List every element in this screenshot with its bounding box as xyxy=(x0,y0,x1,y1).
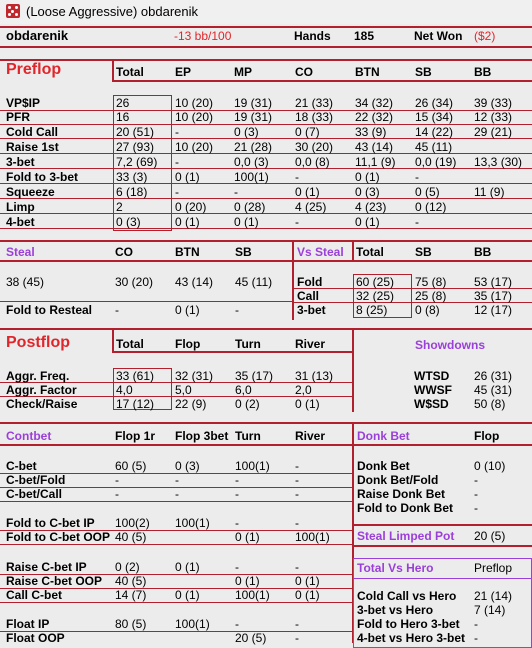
wtsd-value: 26 (31) xyxy=(474,369,513,383)
bb-per-100: -13 bb/100 xyxy=(174,29,232,43)
cell-turn: - xyxy=(235,516,239,530)
row-label: Raise C-bet OOP xyxy=(6,574,103,588)
vs-steal-fold-total: 60 (25) xyxy=(356,275,395,289)
cell-river: - xyxy=(295,459,299,473)
aggr-factor-river: 2,0 xyxy=(295,383,312,397)
donk-bet-fold-value: - xyxy=(474,473,478,487)
steal-col-btn: BTN xyxy=(175,245,200,259)
cell-sb: - xyxy=(415,215,419,229)
contbet-col-turn: Turn xyxy=(235,429,261,443)
aggr-factor-turn: 6,0 xyxy=(235,383,252,397)
cell-ep: - xyxy=(175,125,179,139)
steal-sb: 45 (11) xyxy=(235,275,273,289)
cell-btn: 0 (1) xyxy=(355,170,380,184)
cell-turn: - xyxy=(235,487,239,501)
wsd-value: 50 (8) xyxy=(474,397,506,411)
fold-resteal-label: Fold to Resteal xyxy=(6,303,93,317)
cell-turn: - xyxy=(235,473,239,487)
window-titlebar[interactable] xyxy=(0,0,532,24)
3bet-hero-value: 7 (14) xyxy=(474,603,506,617)
aggr-freq-turn: 35 (17) xyxy=(235,369,274,383)
hands-value: 185 xyxy=(354,29,375,43)
fold-hero-3bet-value: - xyxy=(474,617,478,631)
showdowns-title: Showdowns xyxy=(415,338,485,352)
vs-steal-3bet-bb: 12 (17) xyxy=(474,303,513,317)
cell-co: 4 (25) xyxy=(295,200,327,214)
cell-mp: 100(1) xyxy=(234,170,269,184)
cell-river: 0 (1) xyxy=(295,588,320,602)
preflop-col-sb: SB xyxy=(415,65,432,79)
cell-co: 30 (20) xyxy=(295,140,334,154)
fold-resteal-co: - xyxy=(115,303,119,317)
cell-flop1r: - xyxy=(115,487,119,501)
cell-co: 0,0 (8) xyxy=(295,155,330,169)
cell-co: 0 (1) xyxy=(295,185,320,199)
steal-limped-value: 20 (5) xyxy=(474,529,506,543)
cell-total: 26 xyxy=(116,96,130,110)
row-label: C-bet xyxy=(6,459,37,473)
postflop-col-river: River xyxy=(295,337,326,351)
cell-ep: 10 (20) xyxy=(175,110,214,124)
row-label: Fold to C-bet OOP xyxy=(6,530,110,544)
cell-ep: - xyxy=(175,155,179,169)
raise-donk-label: Raise Donk Bet xyxy=(357,487,446,501)
cell-btn: 11,1 (9) xyxy=(355,155,396,169)
preflop-title: Preflop xyxy=(6,61,62,78)
vs-steal-title: Vs Steal xyxy=(297,245,344,259)
fold-resteal-btn: 0 (1) xyxy=(175,303,200,317)
wwsf-label: WWSF xyxy=(414,383,452,397)
donk-bet-label: Donk Bet xyxy=(357,459,410,473)
cell-btn: 22 (32) xyxy=(355,110,394,124)
cell-river: - xyxy=(295,617,299,631)
row-label: VP$IP xyxy=(6,96,41,110)
4bet-hero-value: - xyxy=(474,631,478,645)
donk-bet-value: 0 (10) xyxy=(474,459,506,473)
cell-bb: 39 (33) xyxy=(474,96,513,110)
cell-mp: 19 (31) xyxy=(234,110,273,124)
cell-sb: 0 (12) xyxy=(415,200,447,214)
vs-steal-call-label: Call xyxy=(297,289,320,303)
row-label: Raise C-bet IP xyxy=(6,560,87,574)
aggr-factor-total: 4,0 xyxy=(116,383,133,397)
cell-flop3bet: 100(1) xyxy=(175,516,210,530)
cell-river: - xyxy=(295,631,299,645)
check-raise-turn: 0 (2) xyxy=(235,397,260,411)
cell-flop1r: 40 (5) xyxy=(115,530,147,544)
contbet-col-river: River xyxy=(295,429,326,443)
row-label: Squeeze xyxy=(6,185,55,199)
aggr-freq-river: 31 (13) xyxy=(295,369,334,383)
cell-total: 16 xyxy=(116,110,130,124)
aggr-freq-flop: 32 (31) xyxy=(175,369,214,383)
cell-river: - xyxy=(295,473,299,487)
cell-turn: 0 (1) xyxy=(235,574,260,588)
check-raise-river: 0 (1) xyxy=(295,397,320,411)
cell-btn: 0 (1) xyxy=(355,215,380,229)
cell-flop1r: 40 (5) xyxy=(115,574,147,588)
cell-river: - xyxy=(295,516,299,530)
cell-ep: 0 (1) xyxy=(175,215,200,229)
cell-mp: 0 (1) xyxy=(234,215,259,229)
row-label: Limp xyxy=(6,200,35,214)
vs-steal-call-bb: 35 (17) xyxy=(474,289,513,303)
row-label: Raise 1st xyxy=(6,140,59,154)
preflop-col-ep: EP xyxy=(175,65,192,79)
cell-flop3bet: - xyxy=(175,473,179,487)
cell-sb: 45 (11) xyxy=(415,140,453,154)
cell-bb: 12 (33) xyxy=(474,110,513,124)
cell-total: 20 (51) xyxy=(116,125,155,139)
cell-river: 0 (1) xyxy=(295,574,320,588)
row-label: Float OOP xyxy=(6,631,65,645)
steal-col-sb: SB xyxy=(235,245,252,259)
vs-steal-call-sb: 25 (8) xyxy=(415,289,447,303)
check-raise-label: Check/Raise xyxy=(6,397,78,411)
cell-flop3bet: - xyxy=(175,487,179,501)
vs-steal-call-total: 32 (25) xyxy=(356,289,395,303)
cell-sb: 14 (22) xyxy=(415,125,454,139)
aggr-factor-label: Aggr. Factor xyxy=(6,383,77,397)
vs-steal-3bet-sb: 0 (8) xyxy=(415,303,440,317)
cell-mp: 0 (3) xyxy=(234,125,259,139)
cell-flop1r: 80 (5) xyxy=(115,617,147,631)
row-label: C-bet/Fold xyxy=(6,473,66,487)
cell-btn: 33 (9) xyxy=(355,125,387,139)
contbet-col-flop1r: Flop 1r xyxy=(115,429,156,443)
cell-river: - xyxy=(295,560,299,574)
row-label: Cold Call xyxy=(6,125,59,139)
steal-co: 30 (20) xyxy=(115,275,154,289)
cell-mp: 0 (28) xyxy=(234,200,266,214)
steal-limped-label: Steal Limped Pot xyxy=(357,529,455,543)
donk-col-flop: Flop xyxy=(474,429,500,443)
cell-co: - xyxy=(295,215,299,229)
fold-donk-value: - xyxy=(474,501,478,515)
cell-mp: 0,0 (3) xyxy=(234,155,269,169)
cell-flop1r: 14 (7) xyxy=(115,588,147,602)
row-label: Fold to 3-bet xyxy=(6,170,78,184)
fold-hero-3bet-label: Fold to Hero 3-bet xyxy=(357,617,460,631)
row-label: PFR xyxy=(6,110,30,124)
cell-btn: 34 (32) xyxy=(355,96,394,110)
cell-turn: - xyxy=(235,617,239,631)
player-name: obdarenik xyxy=(6,28,69,43)
cell-mp: 19 (31) xyxy=(234,96,273,110)
cell-sb: 0,0 (19) xyxy=(415,155,457,169)
cell-total: 33 (3) xyxy=(116,170,148,184)
cell-sb: - xyxy=(415,170,419,184)
cell-bb: 11 (9) xyxy=(474,185,505,199)
cell-total: 2 xyxy=(116,200,123,214)
cell-sb: 0 (5) xyxy=(415,185,440,199)
vs-hero-title: Total Vs Hero xyxy=(357,561,434,575)
postflop-col-flop: Flop xyxy=(175,337,201,351)
raise-donk-value: - xyxy=(474,487,478,501)
steal-btn: 43 (14) xyxy=(175,275,214,289)
cell-mp: 21 (28) xyxy=(234,140,273,154)
row-label: C-bet/Call xyxy=(6,487,63,501)
donk-title: Donk Bet xyxy=(357,429,410,443)
4bet-hero-label: 4-bet vs Hero 3-bet xyxy=(357,631,466,645)
cell-btn: 0 (3) xyxy=(355,185,380,199)
cell-flop3bet: 0 (1) xyxy=(175,588,200,602)
cell-turn: - xyxy=(235,560,239,574)
3bet-hero-label: 3-bet vs Hero xyxy=(357,603,434,617)
cell-river: 100(1) xyxy=(295,530,330,544)
cell-ep: 0 (1) xyxy=(175,170,200,184)
net-won-value: ($2) xyxy=(474,29,496,43)
postflop-col-total: Total xyxy=(116,337,144,351)
steal-total: 38 (45) xyxy=(6,275,45,289)
check-raise-flop: 22 (9) xyxy=(175,397,207,411)
wwsf-value: 45 (31) xyxy=(474,383,513,397)
preflop-col-mp: MP xyxy=(234,65,252,79)
cell-flop3bet: 100(1) xyxy=(175,617,210,631)
cell-co: - xyxy=(295,170,299,184)
contbet-col-flop3bet: Flop 3bet xyxy=(175,429,229,443)
dice-icon xyxy=(6,4,20,18)
postflop-title: Postflop xyxy=(6,334,70,351)
cold-call-hero-label: Cold Call vs Hero xyxy=(357,589,457,603)
cell-total: 6 (18) xyxy=(116,185,148,199)
cell-total: 7,2 (69) xyxy=(116,155,158,169)
check-raise-total: 17 (12) xyxy=(116,397,155,411)
net-won-label: Net Won xyxy=(414,29,463,43)
vs-steal-fold-sb: 75 (8) xyxy=(415,275,447,289)
cell-ep: - xyxy=(175,185,179,199)
wsd-label: W$SD xyxy=(414,397,449,411)
vs-steal-col-sb: SB xyxy=(415,245,432,259)
vs-hero-col-preflop: Preflop xyxy=(474,561,513,575)
aggr-freq-label: Aggr. Freq. xyxy=(6,369,70,383)
contbet-title: Contbet xyxy=(6,429,52,443)
cell-btn: 4 (23) xyxy=(355,200,387,214)
cell-co: 18 (33) xyxy=(295,110,334,124)
row-label: Call C-bet xyxy=(6,588,63,602)
window-title: (Loose Aggressive) obdarenik xyxy=(26,4,198,19)
steal-title: Steal xyxy=(6,245,35,259)
vs-steal-col-bb: BB xyxy=(474,245,492,259)
cell-turn: 100(1) xyxy=(235,459,270,473)
cell-flop1r: 60 (5) xyxy=(115,459,147,473)
cell-co: 0 (7) xyxy=(295,125,320,139)
cell-ep: 10 (20) xyxy=(175,140,214,154)
fold-donk-label: Fold to Donk Bet xyxy=(357,501,453,515)
row-label: Fold to C-bet IP xyxy=(6,516,95,530)
preflop-col-btn: BTN xyxy=(355,65,380,79)
aggr-factor-flop: 5,0 xyxy=(175,383,192,397)
cell-flop1r: 100(2) xyxy=(115,516,150,530)
wtsd-label: WTSD xyxy=(414,369,450,383)
cell-btn: 43 (14) xyxy=(355,140,394,154)
cell-sb: 26 (34) xyxy=(415,96,454,110)
cell-flop1r: 0 (2) xyxy=(115,560,140,574)
row-label: 4-bet xyxy=(6,215,35,229)
cell-ep: 10 (20) xyxy=(175,96,214,110)
hands-label: Hands xyxy=(294,29,331,43)
cell-flop3bet: 0 (3) xyxy=(175,459,200,473)
vs-steal-3bet-total: 8 (25) xyxy=(356,303,388,317)
row-label: 3-bet xyxy=(6,155,35,169)
cell-flop3bet: 0 (1) xyxy=(175,560,200,574)
cold-call-hero-value: 21 (14) xyxy=(474,589,513,603)
preflop-col-bb: BB xyxy=(474,65,492,79)
cell-turn: 100(1) xyxy=(235,588,270,602)
preflop-col-co: CO xyxy=(295,65,313,79)
cell-turn: 0 (1) xyxy=(235,530,260,544)
cell-total: 27 (93) xyxy=(116,140,155,154)
preflop-col-total: Total xyxy=(116,65,144,79)
aggr-freq-total: 33 (61) xyxy=(116,369,155,383)
fold-resteal-sb: - xyxy=(235,303,239,317)
cell-flop1r: - xyxy=(115,473,119,487)
cell-bb: 29 (21) xyxy=(474,125,513,139)
cell-mp: - xyxy=(234,185,238,199)
steal-col-co: CO xyxy=(115,245,133,259)
postflop-col-turn: Turn xyxy=(235,337,261,351)
vs-steal-col-total: Total xyxy=(356,245,384,259)
cell-ep: 0 (20) xyxy=(175,200,207,214)
vs-steal-fold-bb: 53 (17) xyxy=(474,275,513,289)
vs-steal-fold-label: Fold xyxy=(297,275,323,289)
donk-bet-fold-label: Donk Bet/Fold xyxy=(357,473,439,487)
cell-bb: 13,3 (30) xyxy=(474,155,523,169)
row-label: Float IP xyxy=(6,617,50,631)
cell-co: 21 (33) xyxy=(295,96,334,110)
cell-river: - xyxy=(295,487,299,501)
cell-sb: 15 (34) xyxy=(415,110,454,124)
cell-total: 0 (3) xyxy=(116,215,141,229)
vs-steal-3bet-label: 3-bet xyxy=(297,303,326,317)
cell-turn: 20 (5) xyxy=(235,631,267,645)
